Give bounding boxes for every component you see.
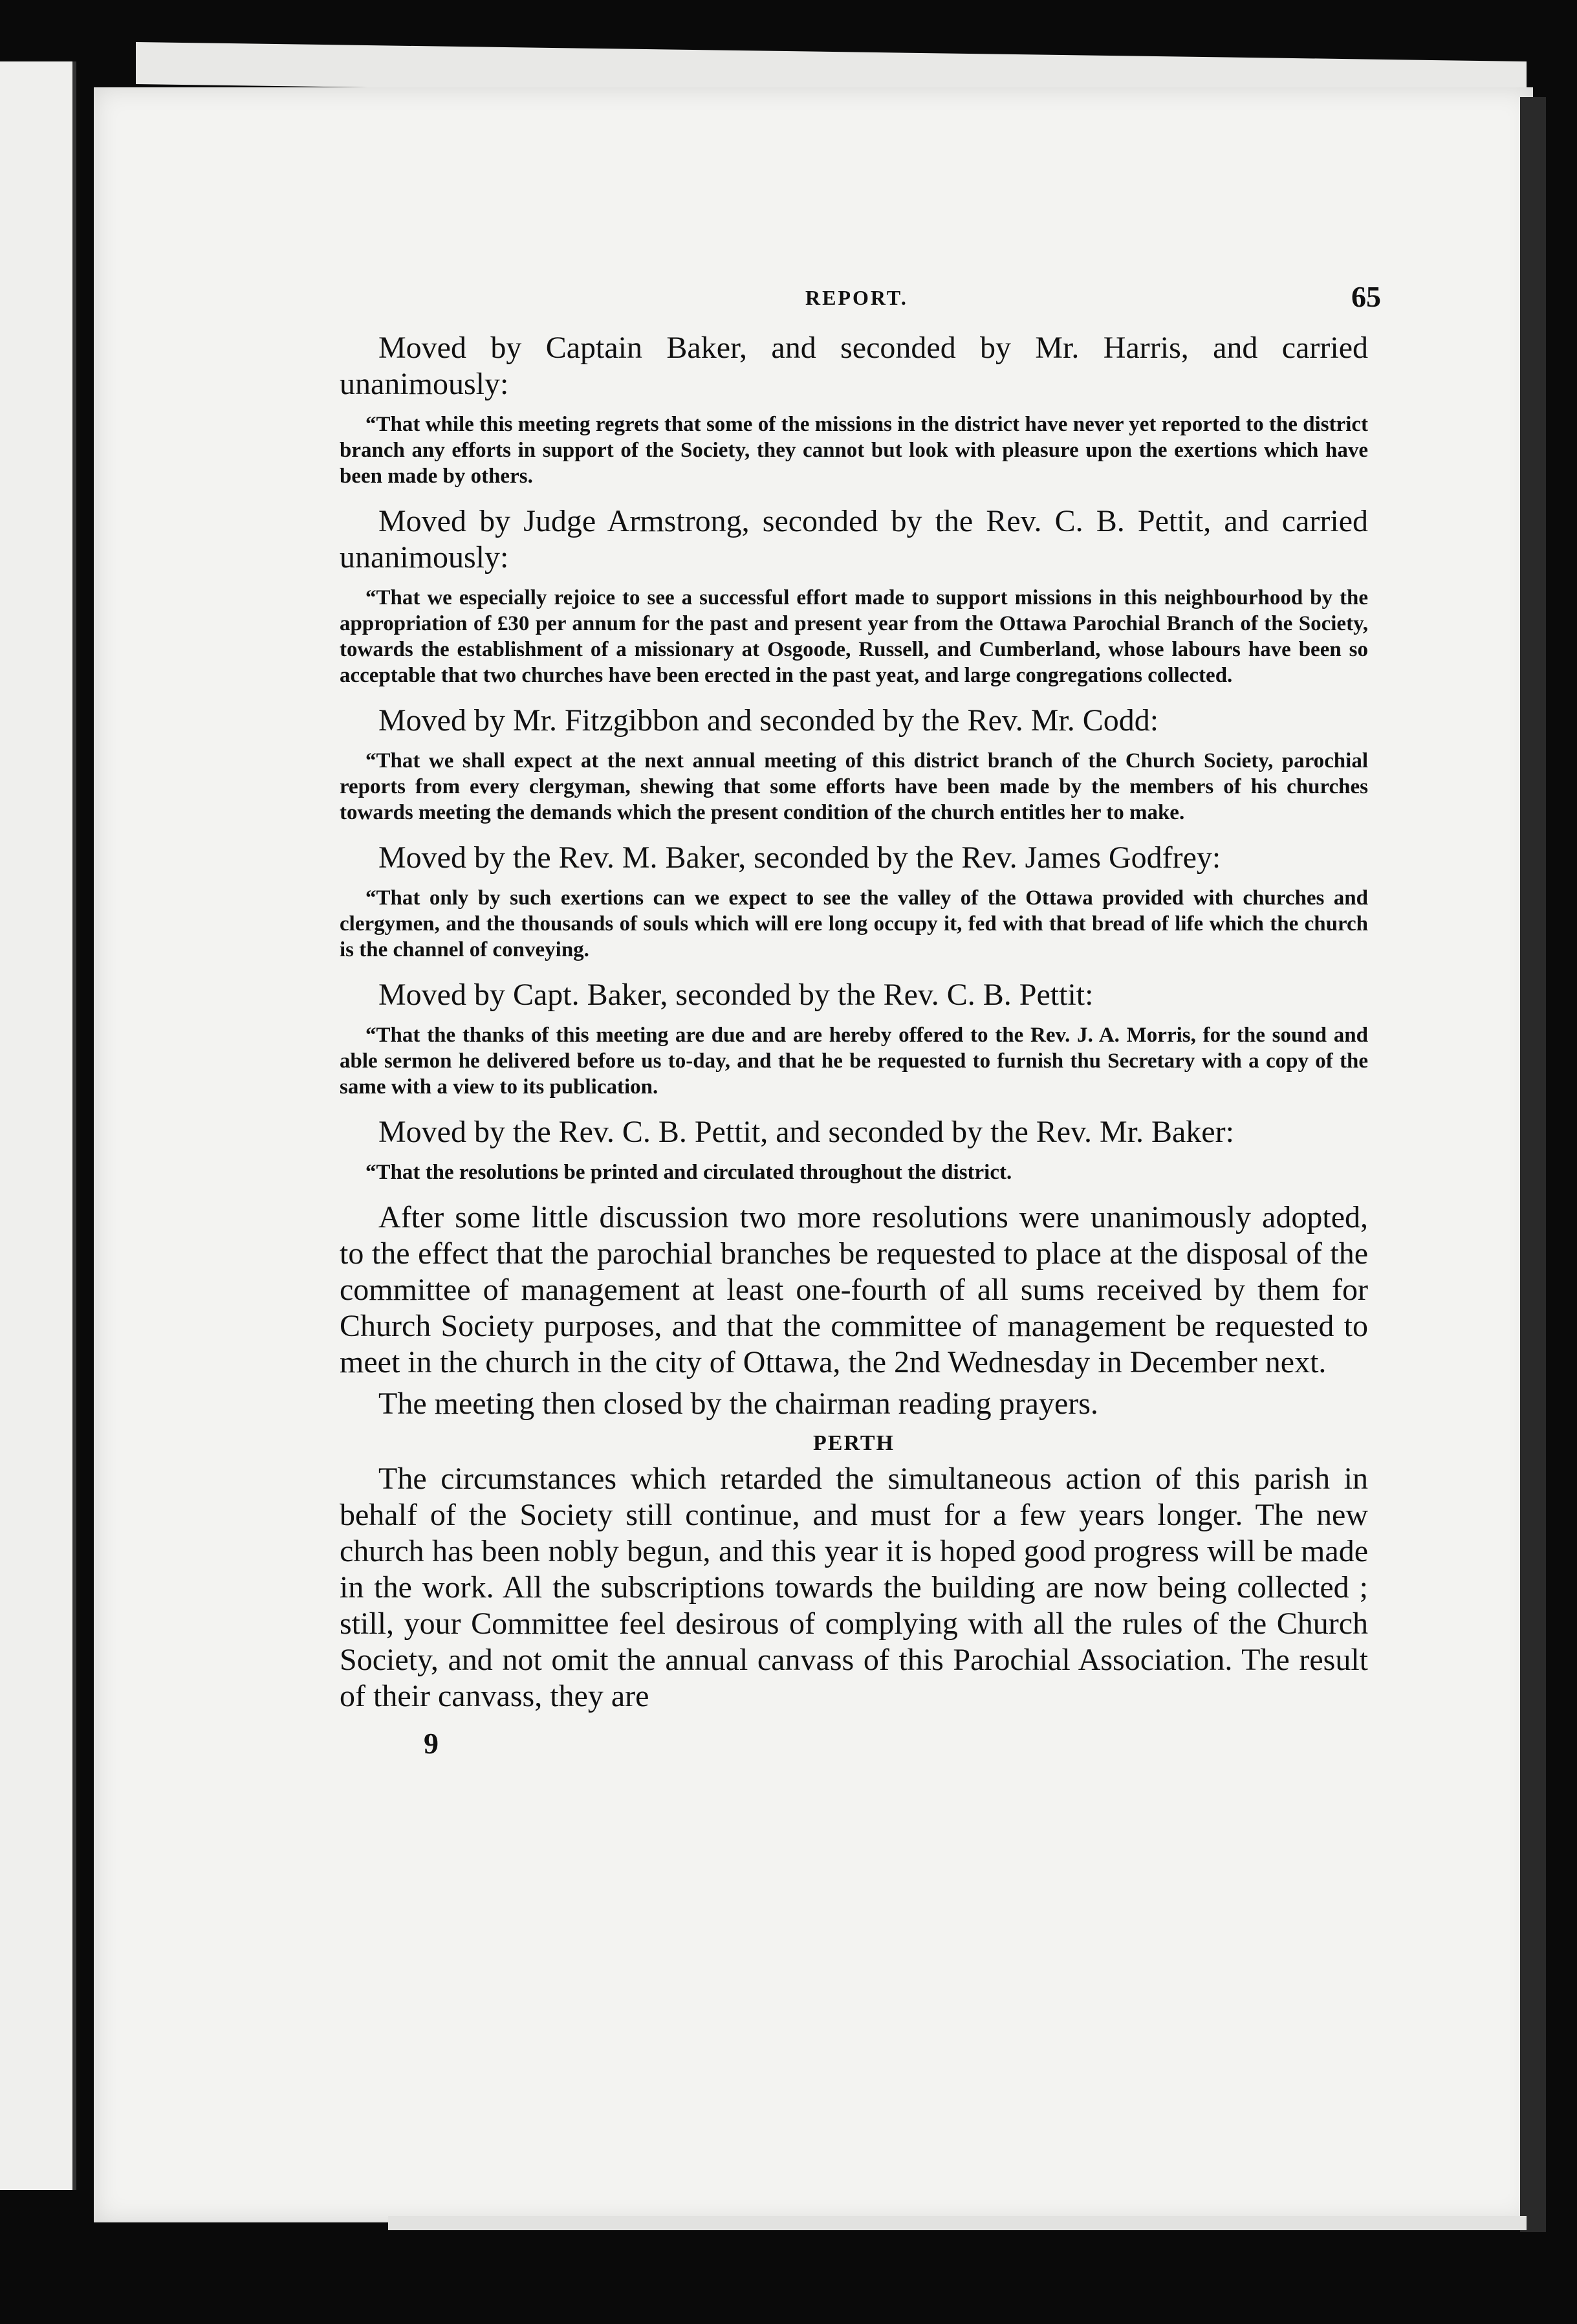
page-content xyxy=(340,272,1381,1760)
motion-4: Moved by the Rev. M. Baker, seconded by the Rev. James Godfrey: xyxy=(378,840,1221,875)
body-paragraph-closing: The meeting then closed by the chairman reading prayers. xyxy=(378,1387,1098,1421)
resolution-4: “That only by such exertions can we expect to see the valley of the Ottawa provided with churches and clergymen, and the thousands of souls which will ere long occupy it, fed with that bread of life which the church is the channel of conveying. xyxy=(340,886,1368,961)
page-number: 65 xyxy=(1351,280,1381,313)
resolution-5: “That the thanks of this meeting are due and are hereby offered to the Rev. J. A. Morris, for the sound and able sermon he delivered before us to-day, and that he be requested to furnish thu Secretary with a copy of the same with a view to its publication. xyxy=(340,1024,1368,1099)
body-paragraph-perth: The circumstances which retarded the simultaneous action of this parish in behalf of the Society still continue, and must for a few years longer. The new church has been nobly begun, and this year it is hoped good progress will be made in the work. All the subscriptions towards the building are now being collected ; still, your Committee feel desirous of complying with all the rules of the Church Society, and not omit the annual canvass of this Parochial Association. The result of their canvass, they are xyxy=(340,1462,1368,1713)
motion-2: Moved by Judge Armstrong, seconded by the Rev. C. B. Pettit, and carried unanimously: xyxy=(340,504,1368,575)
resolution-3: “That we shall expect at the next annual meeting of this district branch of the Church Society, parochial reports from every clergyman, shewing that some efforts have been made by the members of his churches towards meeting the demands which the present condition of the church entitles her to make. xyxy=(340,749,1368,824)
resolution-6: “That the resolutions be printed and circulated throughout the district. xyxy=(365,1161,1012,1184)
resolution-2: “That we especially rejoice to see a successful effort made to support missions in this neighbourhood by the appropriation of £30 per annum for the past and present year from the Ottawa Parochial Branch of the Society, towards the establishment of a missionary at Osgoode, Russell, and Cumberland, whose labours have been so acceptable that two churches have been erected in the past yeat, and large congregations collected. xyxy=(340,586,1368,687)
running-head: REPORT. xyxy=(805,286,908,309)
resolution-1: “That while this meeting regrets that some of the missions in the district have never yet reported to the district branch any efforts in support of the Society, they cannot but look with pleasure upon the exertions which have been made by others. xyxy=(340,413,1368,488)
motion-3: Moved by Mr. Fitzgibbon and seconded by the Rev. Mr. Codd: xyxy=(378,703,1159,738)
motion-6: Moved by the Rev. C. B. Pettit, and seconded by the Rev. Mr. Baker: xyxy=(378,1115,1234,1149)
signature-mark: 9 xyxy=(424,1727,439,1760)
page-bottom-edge xyxy=(388,2216,1527,2230)
page-header xyxy=(340,272,1381,330)
section-heading-perth: PERTH xyxy=(813,1431,895,1455)
motion-1: Moved by Captain Baker, and seconded by Mr. Harris, and carried unanimously: xyxy=(340,331,1368,401)
page-right-edge xyxy=(1520,97,1546,2232)
body-paragraph-discussion: After some little discussion two more resolutions were unanimously adopted, to the effect that the parochial branches be requested to place at the disposal of the committee of management at least one-fourth of all sums received by them for Church Society purposes, and that the committee of management be requested to meet in the church in the city of Ottawa, the 2nd Wednesday in December next. xyxy=(340,1200,1368,1379)
adjacent-page-edge xyxy=(0,61,76,2190)
motion-5: Moved by Capt. Baker, seconded by the Rev. C. B. Pettit: xyxy=(378,978,1094,1012)
